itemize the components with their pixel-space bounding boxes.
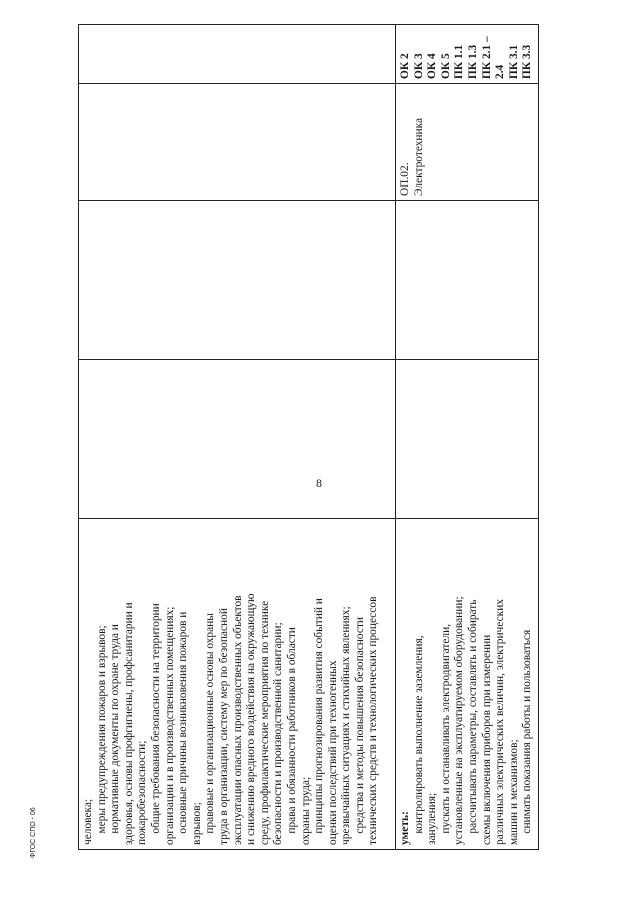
text-line: здоровья, основы профгигиены, профсанитарии и (122, 602, 135, 845)
discipline-cell (79, 84, 396, 201)
text-line: взрывов; (190, 802, 203, 845)
text-line: зануления; (426, 792, 439, 845)
text-line: правовые и организационные основы охраны (204, 613, 217, 845)
text-line: установленные на эксплуатируемом оборудовании; (453, 596, 466, 845)
text-line: оценки последствий при техногенных (326, 660, 339, 845)
text-line: схемы включения приборов при измерении (480, 634, 493, 845)
competency-code: ПК 1.3 (466, 44, 479, 79)
competency-code: ОК 4 (426, 53, 439, 79)
competency-code: ОК 2 (399, 53, 411, 79)
text-line: различных электрических величин, электрических (494, 599, 507, 845)
empty-cell (396, 201, 539, 360)
skills-cell (396, 519, 539, 850)
knowledge-cell (79, 519, 396, 850)
competency-codes-cell (396, 25, 539, 84)
competency-codes-cell (79, 25, 396, 84)
text-line: организации и в производственных помещениях; (163, 606, 176, 845)
footer-standard-code: ФГОС СПО - 06 (30, 807, 37, 858)
competency-code: ПК 2.1 – 2.4 (480, 33, 507, 79)
text-line: контролировать выполнение заземления, (412, 635, 425, 845)
text-line: права и обязанности работников в области (285, 627, 298, 845)
skills-heading: уметь: (399, 811, 411, 845)
text-line: пускать и останавливать электродвигатели, (439, 623, 452, 845)
table-row (396, 25, 539, 850)
text-line: принципы прогнозирования развития событий и (313, 598, 326, 845)
text-line: труда в организации, систему мер по безопасной (217, 608, 230, 845)
empty-cell (79, 360, 396, 519)
text-line: общие требования безопасности на территории (149, 603, 162, 845)
page-number: 8 (316, 476, 322, 490)
text-line: снимать показания работы и пользоваться (521, 629, 534, 845)
competency-code: ПК 1.1 (453, 44, 466, 79)
rotated-table-container (78, 33, 534, 850)
text-line: эксплуатации опасных производственных объектов (231, 595, 244, 845)
text-line: пожаробезопасности; (136, 740, 149, 845)
competency-code: ПК 3.3 (521, 44, 534, 79)
text-line: безопасности и производственной санитарии; (272, 622, 285, 845)
text-line: средства и методы повышения безопасности (353, 616, 366, 845)
text-line: чрезвычайных ситуациях и стихийных явлениях; (340, 606, 353, 845)
text-line: человека; (82, 798, 94, 845)
text-line: меры предупреждения пожаров и взрывов; (95, 625, 108, 845)
empty-cell (79, 201, 396, 360)
text-line: и снижению вредного воздействия на окружающую (245, 593, 258, 845)
competency-code: ПК 3.1 (507, 44, 520, 79)
competency-table (78, 24, 539, 850)
text-line: среду, профилактические мероприятия по технике (258, 600, 271, 845)
text-line: охраны труда; (299, 776, 312, 845)
text-line: основные причины возникновения пожаров и (177, 611, 190, 845)
competency-code: ОК 5 (439, 53, 452, 79)
text-line: нормативные документы по охране труда и (109, 624, 122, 845)
text-line: рассчитывать параметры, составлять и собирать (466, 599, 479, 845)
text-line: технических средств и технологических процессов (367, 596, 380, 845)
empty-cell (396, 360, 539, 519)
competency-code: ОК 3 (412, 53, 425, 79)
text-line: машин и механизмов; (507, 739, 520, 845)
discipline-cell: ОП.02. Электротехника (396, 84, 539, 201)
table-row (79, 25, 396, 850)
